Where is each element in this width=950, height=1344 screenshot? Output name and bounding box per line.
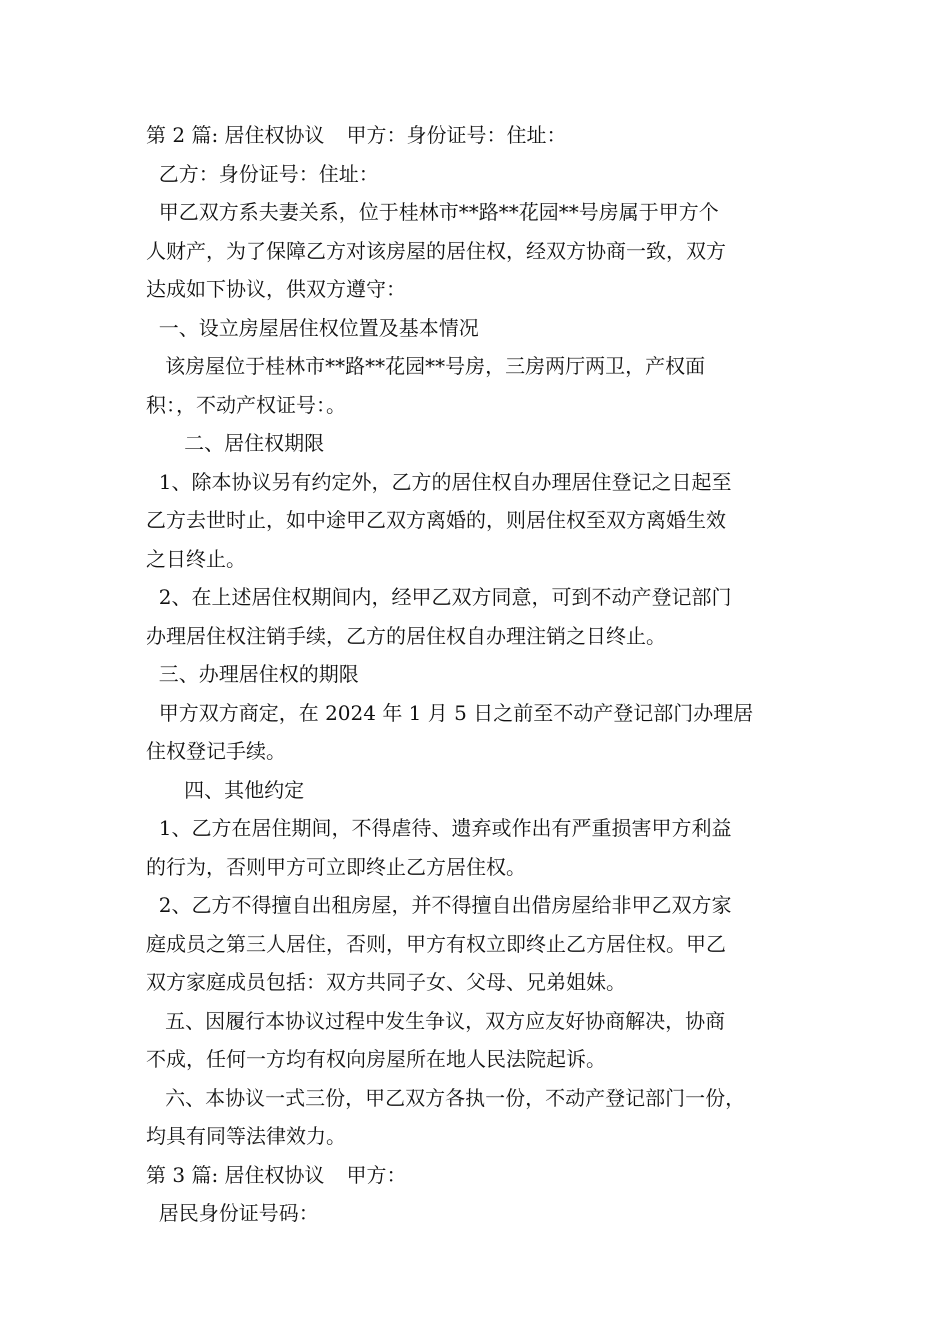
paragraph-line: 不成，任何一方均有权向房屋所在地人民法院起诉。 (146, 1047, 606, 1071)
heading-title: 第 3 篇: 居住权协议 (146, 1162, 325, 1187)
paragraph-line: 1、除本协议另有约定外，乙方的居住权自办理居住登记之日起至 (146, 469, 732, 494)
paragraph-line: 办理居住权注销手续，乙方的居住权自办理注销之日终止。 (146, 623, 666, 648)
paragraph-line: 的行为，否则甲方可立即终止乙方居住权。 (146, 854, 526, 879)
paragraph-line: 双方家庭成员包括：双方共同子女、父母、兄弟姐妹。 (146, 970, 626, 994)
clause-heading: 六、本协议一式三份，甲乙双方各执一份，不动产登记部门一份， (146, 1085, 746, 1110)
paragraph-line: 均具有同等法律效力。 (146, 1124, 346, 1148)
section-heading-3 (146, 1156, 831, 1195)
paragraph-line: 人财产，为了保障乙方对该房屋的居住权，经双方协商一致，双方 (146, 238, 726, 263)
clause-heading: 五、因履行本协议过程中发生争议，双方应友好协商解决，协商 (146, 1008, 726, 1033)
heading-party-info: 甲方： (346, 1162, 407, 1187)
id-number-line: 居民身份证号码： (146, 1201, 319, 1225)
paragraph-line: 庭成员之第三人居住，否则，甲方有权立即终止乙方居住权。甲乙 (146, 931, 726, 956)
paragraph-line: 甲乙双方系夫妻关系，位于桂林市**路**花园**号房属于甲方个 (146, 200, 719, 224)
clause-heading: 二、居住权期限 (146, 431, 325, 455)
paragraph-line: 2、在上述居住权期间内，经甲乙双方同意，可到不动产登记部门 (146, 585, 732, 609)
paragraph-line: 1、乙方在居住期间，不得虐待、遗弃或作出有严重损害甲方利益 (146, 816, 732, 840)
paragraph-line: 2、乙方不得擅自出租房屋，并不得擅自出借房屋给非甲乙双方家 (146, 893, 732, 917)
paragraph-line: 住权登记手续。 (146, 739, 286, 763)
heading-party-info: 甲方：身份证号：住址： (346, 123, 567, 147)
heading-title: 第 2 篇: 居住权协议 (146, 123, 325, 147)
paragraph-line: 之日终止。 (146, 546, 246, 571)
party-b-info-line: 乙方：身份证号：住址： (146, 161, 379, 186)
clause-heading: 一、设立房屋居住权位置及基本情况 (146, 315, 479, 340)
paragraph-line: 积：，不动产权证号：。 (146, 392, 346, 417)
paragraph-line: 乙方去世时止，如中途甲乙双方离婚的，则居住权至双方离婚生效 (146, 508, 726, 532)
paragraph-line: 达成如下协议，供双方遵守： (146, 277, 406, 301)
paragraph-line: 该房屋位于桂林市**路**花园**号房，三房两厅两卫，产权面 (146, 354, 706, 378)
section-heading-2 (146, 116, 831, 155)
clause-heading: 四、其他约定 (146, 777, 305, 802)
clause-heading: 三、办理居住权的期限 (146, 662, 359, 686)
document-page (146, 116, 831, 1233)
paragraph-line: 甲方双方商定，在 2024 年 1 月 5 日之前至不动产登记部门办理居 (146, 700, 754, 725)
